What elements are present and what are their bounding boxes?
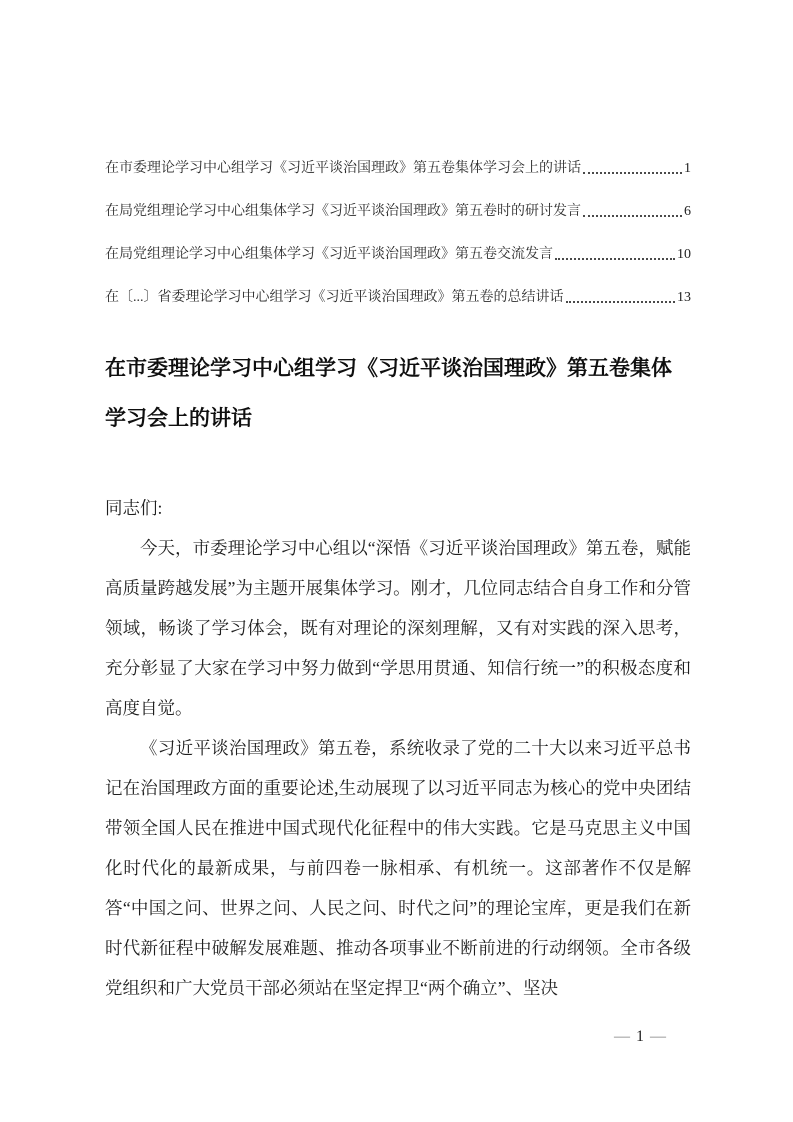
page-footer [614, 1028, 667, 1046]
toc-page-number: 1 [684, 161, 691, 176]
toc-dot-leader [583, 172, 682, 174]
toc-entry [105, 203, 691, 221]
salutation: 同志们: [105, 498, 163, 518]
toc-entry [105, 289, 691, 307]
article-title: 在市委理论学习中心组学习《习近平谈治国理政》第五卷集体学习会上的讲话 [105, 357, 672, 430]
footer-dash: — [614, 1028, 631, 1045]
toc-entry-title: 在局党组理论学习中心组集体学习《习近平谈治国理政》第五卷交流发言 [105, 247, 553, 262]
toc-entry [105, 246, 691, 264]
footer-dash: — [650, 1028, 667, 1045]
toc-dot-leader [555, 258, 675, 260]
toc-entry-title: 在〔...〕省委理论学习中心组学习《习近平谈治国理政》第五卷的总结讲话 [105, 290, 564, 305]
body-paragraph: 今天，市委理论学习中心组以“深悟《习近平谈治国理政》第五卷，赋能高质量跨越发展”为主题开展集体学习。刚才，几位同志结合自身工作和分管领域，畅谈了学习体会，既有对理论的深刻理解，又有对实践的深入思考，充分彰显了大家在学习中努力做到“学思用贯通、知信行统一”的积极态度和高度自觉。 [105, 538, 691, 718]
footer-page-number: 1 [631, 1028, 650, 1045]
page-content [105, 0, 691, 1008]
body-paragraph: 《习近平谈治国理政》第五卷，系统收录了党的二十大以来习近平总书记在治国理政方面的重要论述,生动展现了以习近平同志为核心的党中央团结带领全国人民在推进中国式现代化征程中的伟大实践。它是马克思主义中国化时代化的最新成果，与前四卷一脉相承、有机统一。这部著作不仅是解答“中国之问、世界之问、人民之问、时代之问”的理论宝库，更是我们在新时代新征程中破解发展难题、推动各项事业不断前进的行动纲领。全市各级党组织和广大党员干部必须站在坚定捍卫“两个确立”、坚决 [105, 738, 691, 998]
toc-page-number: 10 [677, 247, 691, 262]
toc-entry-title: 在市委理论学习中心组学习《习近平谈治国理政》第五卷集体学习会上的讲话 [105, 161, 581, 176]
table-of-contents [105, 160, 691, 307]
toc-dot-leader [566, 301, 676, 303]
toc-page-number: 6 [684, 204, 691, 219]
toc-entry [105, 160, 691, 178]
article-body [105, 488, 691, 1008]
toc-page-number: 13 [677, 290, 691, 305]
toc-entry-title: 在局党组理论学习中心组集体学习《习近平谈治国理政》第五卷时的研讨发言 [105, 204, 581, 219]
toc-dot-leader [583, 215, 682, 217]
